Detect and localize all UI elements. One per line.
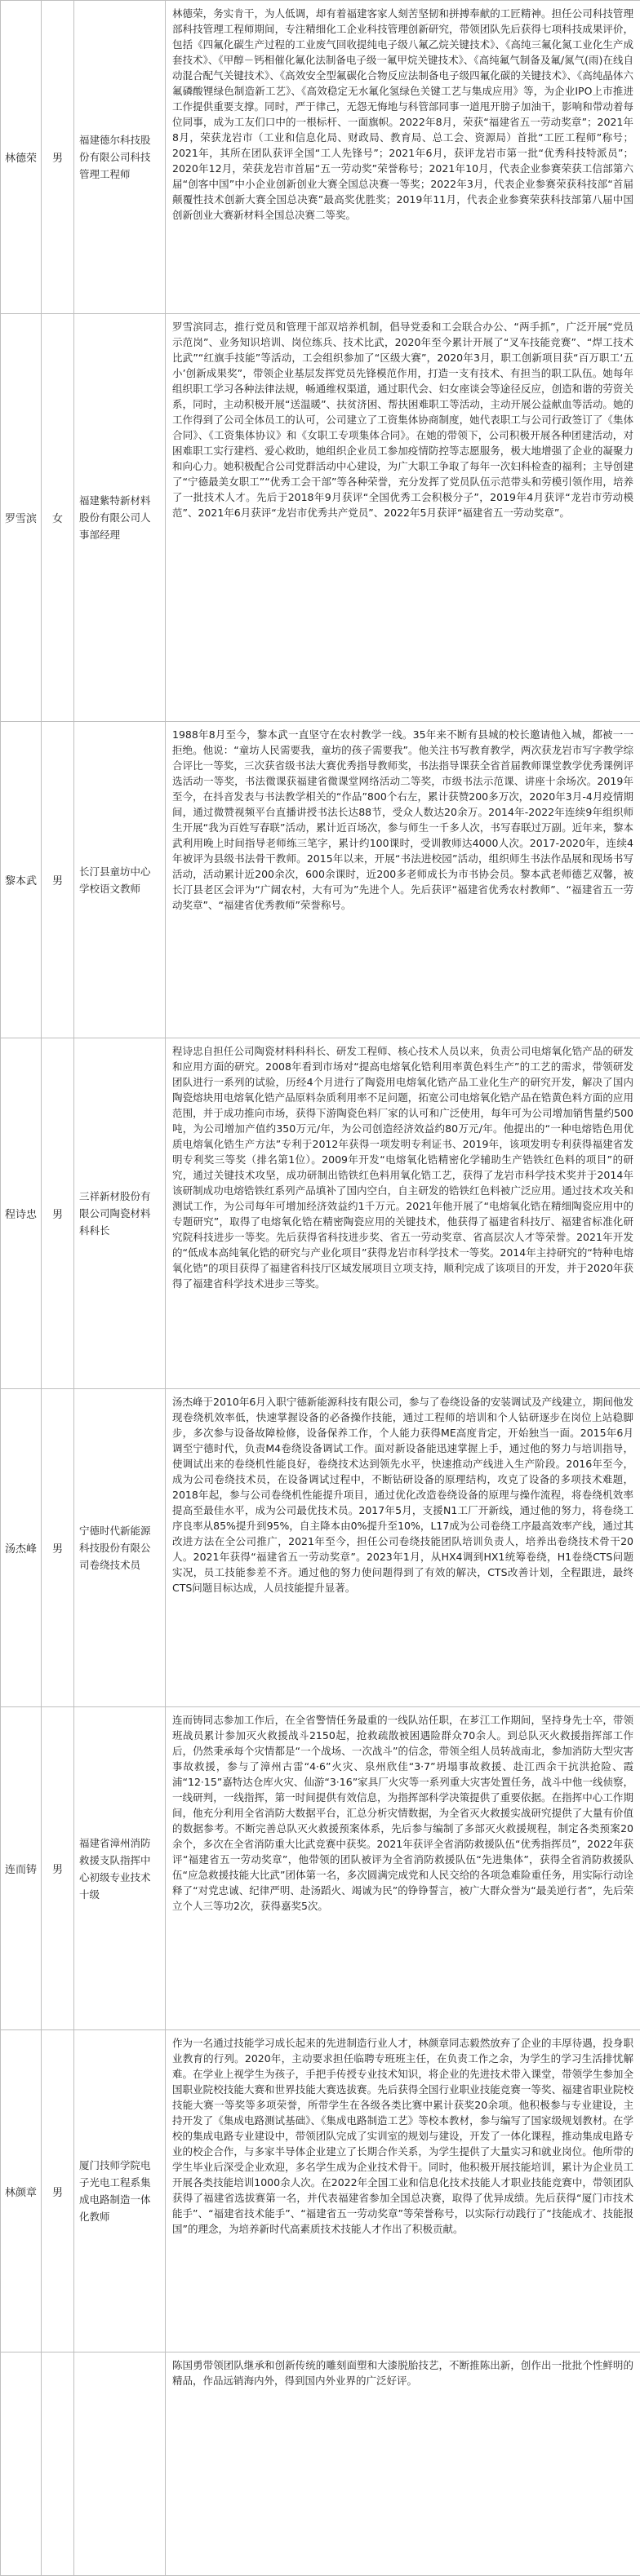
honoree-achievements: 连而铸同志参加工作后，在全省警情任务最重的一线队站任职，在芗江工作期间，坚持身先士卒，带领班战员累计参加灭火救援战斗2150起，抢救疏散被困遇险群众70余人。到总队灭火救援指挥部工作后，仍然秉承每个灾情都是“一个战场、一次战斗”的信念，带领全组人员转战南北，参加消防大型灾害事故救援，参与了漳州古雷“4·6”火灾、泉州欣佳“3·7”坍塌事故救援、赴江西余干抗洪抢险、霞浦“12·15”嘉特达仓库火灾、仙游“3·16”家具厂火灾等一系列重大灾害处置任务，战斗中他一线侦察，一线研判，一线指挥，第一时间提供有效信息，为指挥部科学决策提供了重要依据。在指挥中心工作期间，他充分利用全省消防大数据平台，汇总分析灾情数据，为全省灭火救援实战研究提供了大量有价值的数据参考。不断完善总队灭火救援预案体系，先后参与编制了多部灭火救援规程，制定各类预案20余个，多次在全省消防重大比武竞赛中获奖。2021年获评全省消防救援队伍“优秀指挥员”，2022年获评“福建省五一劳动奖章”，他带领的团队被评为全省消防救援队伍“先进集体”，获得全省消防救援队伍“应急救援技能大比武”团体第一名，多次圆满完成党和人民交给的各项急难险重任务，用实际行动诠释了“对党忠诚、纪律严明、赴汤蹈火、竭诚为民”的铮铮誓言，被广大群众誉为“最美逆行者”，先后荣立个人三等功2次，获得嘉奖5次。: [166, 1707, 640, 2030]
honoree-achievements: 1988年8月至今，黎本武一直坚守在农村教学一线。35年来不断有县城的校长邀请他入城，都被一一拒绝。他说：“童坊人民需要我，童坊的孩子需要我”。他关注书写教育教学，两次获龙岩市写字教学综合评比一等奖，三次获省级书法大赛优秀指导教师奖，书法指导课获全省首届教师课堂教学优秀课例评选活动一等奖，书法微课获福建省微课堂网络活动二等奖，市级书法示范课、讲座十余场次。2019年至今，在抖音发表与书法教学相关的“作品”800个右左，累计获赞200多万次，2020年3月-4月疫情期间，通过微赞视频平台直播讲授书法长达88节，受众人数达20余万。2014年-2022年连续9年组织师生开展“我为百姓写春联”活动，累计近百场次，参与师生一千多人次，书写春联过万副。近年来，黎本武利用晚上时间指导老师练三笔字，累计约100课时，受训教师达4000人次。2017-2020年，连续4年被评为县级书法骨干教师。2015年以来，开展“书法进校园”活动，组织师生书法作品展和现场书写活动，活动累计近200余次，600余课时，近200多老师成长为市书协会员。黎本武老师德艺双馨，被长汀县老区会评为“广阔农村，大有可为”先进个人。先后获评“福建省优秀农村教师”、“福建省五一劳动奖章”、“福建省优秀教师”荣誉称号。: [166, 722, 640, 1038]
honoree-gender: 男: [42, 1038, 74, 1389]
table-row: [1, 2030, 640, 2352]
honoree-gender: 男: [42, 722, 74, 1038]
table-row: [1, 1389, 640, 1707]
table-row: [1, 314, 640, 722]
honoree-achievements: 林德荣，务实肯干，为人低调，却有着福建客家人刻苦坚韧和拼搏奉献的工匠精神。担任公司科技管理部科技管理工程师期间，专注精细化工企业科技管理创新研究，带领团队先后获得七项科技成果评价，包括《四氟化碳生产过程的工业废气回收提纯电子级八氟乙烷关键技术》、《高纯三氟化氮工业化生产成套技术》、《甲醇－钙相催化氟化法制备电子级一氟甲烷关键技术》、《高纯氟气制备及氟/氮气(雨)在线自动混合配气关键技术》、《高效安全型氟碳化合物反应法制备电子级四氟化碳的关键技术》、《高纯晶体六氟磷酸锂绿色制造新工艺》、《高效稳定无水氟化氢绿色关键工艺与集成应用》等，为企业IPO上市推进工作提供重要支撑。同时，严于律己，无怨无悔地与科管部同事一道甩开膀子加油干，影响和带动着每位同事，成为工友们口中的一根标杆、一面旗帜。2022年8月，荣获“福建省五一劳动奖章”；2021年8月，荣获龙岩市（工业和信息化局、财政局、教育局、总工会、资源局）首批“工匠工程师”称号；2021年，其所在团队获评全国“工人先锋号”；2021年6月，获评龙岩市第一批“优秀科技特派员”；2020年12月，荣获龙岩市首届“五一劳动奖”荣誉称号；2021年10月，代表企业参赛荣获工信部第六届“创客中国”中小企业创新创业大赛全国总决赛一等奖；2022年3月，代表企业参赛荣获科技部“首届颠覆性技术创新大赛全国总决赛”最高奖优胜奖；2019年11月，代表企业参赛荣获科技部第八届中国创新创业大赛新材料全国总决赛二等奖。: [166, 1, 640, 314]
honoree-gender: 男: [42, 1707, 74, 2030]
honoree-name: 汤杰峰: [1, 1389, 42, 1707]
honoree-unit-position: 三祥新材股份有限公司陶瓷材料科科长: [74, 1038, 166, 1389]
honoree-unit-position: 福建紫特新材料股份有限公司人事部经理: [74, 314, 166, 722]
honoree-name: [1, 2352, 42, 2576]
honoree-unit-position: 福建省漳州消防救援支队指挥中心初级专业技术十级: [74, 1707, 166, 2030]
honoree-achievements: 作为一名通过技能学习成长起来的先进制造行业人才，林颜章同志毅然放弃了企业的丰厚待遇，投身职业教育的行列。2020年，主动要求担任临聘专班班主任，在负责工作之余，为学生的学习生活排忧解难。在学业上视学生为孩子，手把手传授专业技术知识，将企业的先进技术带入课堂，带领学生参加全国职业院校技能大赛和世界技能大赛选拔赛。先后获得全国行业职业技能竞赛一等奖、福建省职业院校技能大赛一等奖等多项荣誉，所带学生在各级各类比赛中累计获奖20余项。他积极参与专业建设，主持开发了《集成电路测试基础》、《集成电路制造工艺》等校本教材，参与编写了国家级规划教材。在学校的集成电路专业建设中，带领团队完成了实训室的规划与建设，开发了一体化课程，推动集成电路专业的校企合作，与多家半导体企业建立了长期合作关系，为学生提供了大量实习和就业岗位。他所带的学生毕业后深受企业欢迎，多名学生成为企业技术骨干。同时，他积极开展技能培训，累计为企业员工开展各类技能培训1000余人次。在2022年全国工业和信息化技术技能人才职业技能竞赛中，带领团队获得了福建省选拔赛第一名，并代表福建省参加全国总决赛，取得了优异成绩。先后获得“厦门市技术能手”、“福建省技术能手”、“福建省五一劳动奖章”等荣誉称号，以实际行动践行了“技能成才、技能报国”的理念，为培养新时代高素质技术技能人才作出了积极贡献。: [166, 2030, 640, 2352]
honoree-gender: 女: [42, 314, 74, 722]
honoree-unit-position: 厦门技师学院电子光电工程系集成电路制造一体化教师: [74, 2030, 166, 2352]
honoree-name: 黎本武: [1, 722, 42, 1038]
honoree-unit-position: 福建德尔科技股份有限公司科技管理工程师: [74, 1, 166, 314]
table-row: [1, 2352, 640, 2576]
table-row: [1, 1, 640, 314]
honoree-unit-position: [74, 2352, 166, 2576]
honoree-name: 林颜章: [1, 2030, 42, 2352]
honoree-name: 林德荣: [1, 1, 42, 314]
honoree-achievements: 程诗忠自担任公司陶瓷材料科科长、研发工程师、核心技术人员以来，负责公司电熔氧化锆产品的研发和应用方面的研究。2008年看到市场对“提高电熔氧化锆利用率黄色料生产”的工艺的需求，带领研发团队进行一系列的试验，历经4个月进行了陶瓷用电熔氧化锆产品工业化生产的研究开发，解决了国内陶瓷熔块用电熔氧化锆产品原料杂质利用率不足问题，拓宽公司电熔氧化锆产品在锆黄色料方面的应用范围，并于成功推向市场，获得下游陶瓷色料厂家的认可和广泛使用，每年可为公司增加销售量约500吨，为公司增加产值约350万元/年，为公司创造经济效益约80万元/年。他提出的“一种电熔锆色用优质电熔氧化锆生产方法”专利于2012年获得一项发明专利证书、2019年，该项发明专利获得福建省发明专利奖三等奖（排名第1位）。2009年开发“电熔氧化锆精密化学辅助生产锆铁红色料的项目”的研究，通过关键技术攻坚，成功研制出锆铁红色料用氧化锆工艺，获得了龙岩市科学技术奖并于2014年该研制成功电熔锆铁红系列产品填补了国内空白，自主研发的锆铁红色料被广泛应用。通过技术攻关和测试工作，为公司每年可增加经济效益约1千万元。2021年他开展了“电熔氧化锆在精细陶瓷应用中的专题研究”，取得了电熔氧化锆在精密陶瓷应用的关键技术，他获得了福建省科技厅、福建省标准化研究院科技进步一等奖。先后获得省科技进步奖、省五一劳动奖章、省高层次人才等荣誉。2021年开发的“低成本高纯氧化锆的研究与产业化项目”获得龙岩市科学技术一等奖。2014年主持研究的“特种电熔氧化锆”的项目获得了福建省科技厅区域发展项目立项支持，顺利完成了该项目的开发，并于2020年获得了福建省科学技术进步三等奖。: [166, 1038, 640, 1389]
table-row: [1, 1038, 640, 1389]
honoree-gender: 男: [42, 2030, 74, 2352]
honoree-unit-position: 宁德时代新能源科技股份有限公司卷绕技术员: [74, 1389, 166, 1707]
honoree-name: 程诗忠: [1, 1038, 42, 1389]
table-row: [1, 1707, 640, 2030]
honoree-achievements: 汤杰峰于2010年6月入职宁德新能源科技有限公司，参与了卷绕设备的安装调试及产线建立，期间他发现卷绕机效率低，快速掌握设备的必备操作技能，通过工程师的培训和个人钻研逐步在岗位上站稳脚步，多次参与设备故障检修，设备保养工作，个人能力获得ME高度肯定，开始独当一面。2015年6月调至宁德时代，负责M4卷绕设备调试工作。面对新设备能迅速掌握上手，通过他的努力与培训指导，使调试出来的卷绕机性能良好，卷绕技术达到领先水平，快速推动产线进入生产阶段。2016年至今，成为公司卷绕技术员，在设备调试过程中，不断钻研设备的原理结构，攻克了设备的多项技术难题，2018年起，参与公司卷绕机性能提升项目，通过优化改造卷绕设备的原理与操作流程，将卷绕机效率提高至最佳水平，成为公司最优技术员。2017年5月，支援N1工厂开新线，通过他的努力，将卷绕工序良率从85%提升到95%，自主降本由0%提升至10%，L17成为公司卷绕工序最高效率产线，通过其改进方法在全公司推广，2021年至今，担任公司卷绕技能团队培训负责人，培养出卷绕技术骨干20人。2021年获得“福建省五一劳动奖章”。2023年1月，从HX4调到HX1统筹卷绕，H1卷绕CTS问题实况，员工技能参差不齐。通过他的努力使问题得到了有效的解决，CTS改善计划，全程跟进，最终CTS问题目标达成，人员技能提升显著。: [166, 1389, 640, 1707]
honoree-gender: 男: [42, 1, 74, 314]
table-row: [1, 722, 640, 1038]
honoree-achievements: 陈国勇带领团队继承和创新传统的雕刻面塑和大漆脱胎技艺，不断推陈出新，创作出一批批个性鲜明的精品，作品远销海内外，得到国内外业界的广泛好评。: [166, 2352, 640, 2576]
honoree-name: 连而铸: [1, 1707, 42, 2030]
honoree-unit-position: 长汀县童坊中心学校语文教师: [74, 722, 166, 1038]
honoree-gender: 男: [42, 1389, 74, 1707]
honoree-achievements: 罗雪滨同志，推行党员和管理干部双培养机制，倡导党委和工会联合办公、“两手抓”，广泛开展“党员示范岗”、业务知识培训、岗位练兵、技术比武，2020年至今累计开展了“叉车技能竞赛”、“焊工技术比武”“红旗手技能”等活动，工会组织参加了“区级大赛”，2020年3月，职工创新项目获“百万职工‘五小’创新成果奖”，带领企业基层发挥党员先锋模范作用，打造一支有技术、有担当的职工队伍。她每年组织职工学习各种法律法规，畅通维权渠道，通过职代会、妇女座谈会等途径反应，创造和谐的劳资关系，同时，主动积极开展“送温暖”、扶贫济困、帮扶困难职工等活动，主动开展公益献血等活动。她的工作得到了公司全体员工的认可，公司建立了工资集体协商制度，她代表职工与公司行政签订了《集体合同》、《工资集体协议》和《女职工专项集体合同》。在她的带领下，公司积极开展各种团建活动，对困难职工实行建档、爱心救助，她组织企业员工参加疫情防控等志愿服务，极大地增强了企业的凝聚力和向心力。她积极配合公司党群活动中心建设，为广大职工争取了每年一次妇科检查的福利；主导创建了“宁德最美女职工”“优秀工会干部”等各种荣誉，充分发挥了党员队伍示范带头和劳模引领作用，培养了一批技术人才。先后于2018年9月获评“全国优秀工会积极分子”，2019年4月获评“龙岩市劳动模范”、2021年6月获评“龙岩市优秀共产党员”、2022年5月获评“福建省五一劳动奖章”。: [166, 314, 640, 722]
honoree-gender: [42, 2352, 74, 2576]
honoree-name: 罗雪滨: [1, 314, 42, 722]
